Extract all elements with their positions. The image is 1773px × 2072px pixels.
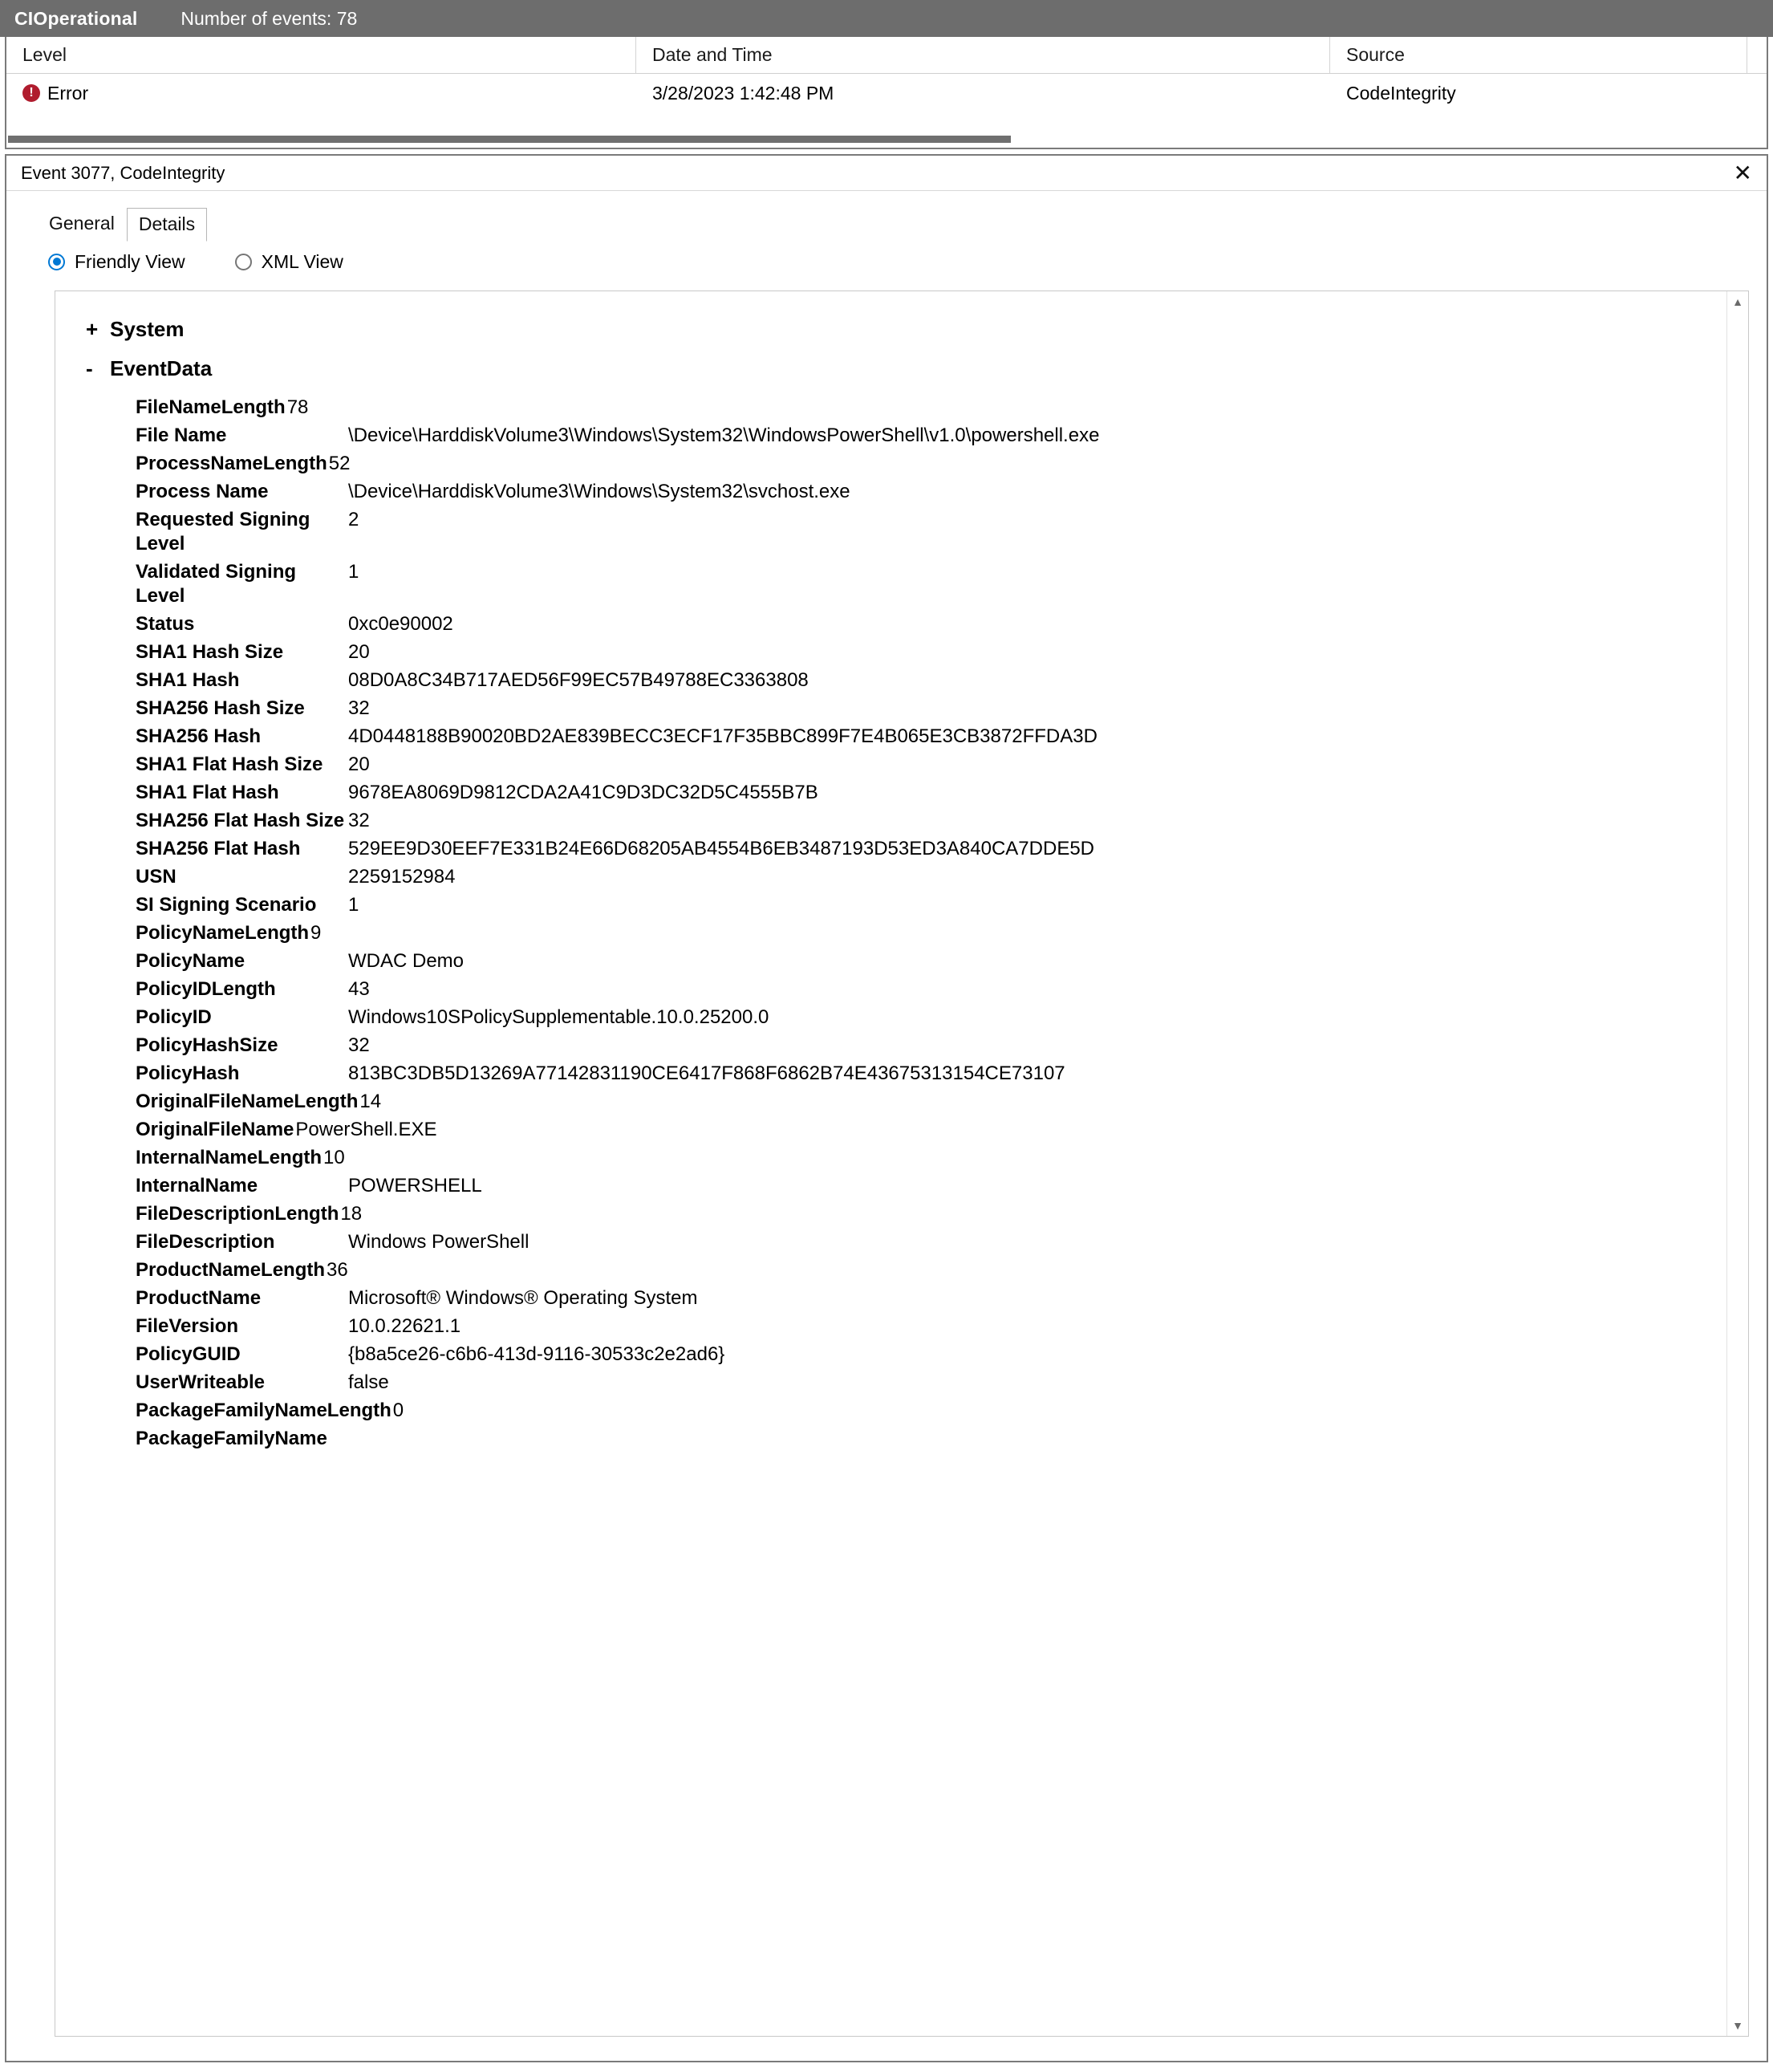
tree-node-system[interactable]	[55, 317, 1748, 342]
event-data-value: PowerShell.EXE	[295, 1119, 437, 1140]
details-tabs	[6, 205, 1767, 241]
event-data-key: FileDescription	[136, 1231, 275, 1253]
event-data-row	[136, 1034, 1748, 1058]
event-data-row	[136, 396, 1748, 420]
event-data-value: 10	[323, 1147, 345, 1168]
event-data-row	[136, 452, 1748, 476]
scroll-down-icon[interactable]: ▼	[1732, 2019, 1743, 2032]
event-data-row	[136, 753, 1748, 777]
event-data-row	[136, 1146, 1748, 1170]
event-data-value: {b8a5ce26-c6b6-413d-9116-30533c2e2ad6}	[348, 1343, 725, 1365]
event-list-header	[6, 37, 1767, 74]
event-data-value: 20	[348, 641, 370, 663]
event-data-key: SHA256 Flat Hash	[136, 838, 301, 859]
event-data-row	[136, 1006, 1748, 1030]
event-data-key: PolicyID	[136, 1006, 212, 1028]
event-data-row	[136, 612, 1748, 636]
cell-date-time: 3/28/2023 1:42:48 PM	[652, 82, 834, 104]
close-icon[interactable]: ✕	[1733, 160, 1752, 185]
event-data-row	[136, 1258, 1748, 1282]
event-data-row	[136, 560, 1748, 608]
event-data-value: 4D0448188B90020BD2AE839BECC3ECF17F35BBC899F7E4B065E3CB3872FFDA3D	[348, 725, 1097, 747]
event-data-value: 32	[348, 1034, 370, 1056]
event-data-key: PolicyName	[136, 950, 245, 972]
radio-unselected-icon	[235, 254, 252, 270]
event-data-key: FileDescriptionLength	[136, 1203, 339, 1225]
expand-plus-icon[interactable]: +	[86, 317, 99, 341]
event-data-key: InternalNameLength	[136, 1147, 323, 1168]
event-data-row	[136, 1371, 1748, 1395]
event-data-key: SI Signing Scenario	[136, 894, 317, 916]
column-header-source[interactable]: Source	[1330, 37, 1747, 73]
event-data-row	[136, 893, 1748, 917]
radio-selected-icon	[48, 254, 65, 270]
vertical-scrollbar[interactable]	[1726, 291, 1748, 2036]
event-data-row	[136, 837, 1748, 861]
details-title-bar	[6, 156, 1767, 191]
column-header-date-and-time[interactable]: Date and Time	[636, 37, 1330, 73]
event-data-row	[136, 1118, 1748, 1142]
event-data-row	[136, 1343, 1748, 1367]
event-count-label: Number of events: 78	[181, 7, 358, 29]
radio-friendly-view[interactable]	[48, 251, 185, 273]
event-data-row	[136, 1230, 1748, 1254]
event-data-key: SHA256 Flat Hash Size	[136, 810, 345, 831]
event-data-key: SHA1 Hash	[136, 669, 240, 691]
event-data-row	[136, 1090, 1748, 1114]
event-data-value: 36	[327, 1259, 348, 1281]
tree-node-eventdata[interactable]	[55, 356, 1748, 381]
event-data-value: 1	[348, 894, 359, 916]
event-data-key: USN	[136, 866, 176, 888]
event-details-content	[55, 290, 1749, 2037]
event-data-value: 32	[348, 810, 370, 831]
event-data-key: SHA1 Hash Size	[136, 641, 284, 663]
radio-xml-view-label: XML View	[261, 250, 343, 272]
event-data-value: 2259152984	[348, 866, 456, 888]
event-data-value: 0xc0e90002	[348, 613, 453, 635]
event-data-value: 08D0A8C34B717AED56F99EC57B49788EC3363808	[348, 669, 809, 691]
event-data-value: false	[348, 1371, 389, 1393]
event-data-value: 10.0.22621.1	[348, 1315, 461, 1337]
collapse-minus-icon[interactable]: -	[86, 356, 93, 380]
event-data-value: \Device\HarddiskVolume3\Windows\System32\WindowsPowerShell\v1.0\powershell.exe	[348, 425, 1100, 446]
scroll-up-icon[interactable]: ▲	[1732, 295, 1743, 308]
event-data-value: 32	[348, 697, 370, 719]
event-data-key: Status	[136, 613, 195, 635]
horizontal-scrollbar[interactable]	[8, 136, 1011, 143]
event-data-key: PolicyHashSize	[136, 1034, 278, 1056]
event-data-key: PackageFamilyNameLength	[136, 1400, 392, 1421]
event-details-pane	[5, 154, 1768, 2062]
event-data-key: ProcessNameLength	[136, 453, 327, 474]
event-data-row	[136, 809, 1748, 833]
error-icon: !	[22, 84, 40, 102]
event-data-value: Microsoft® Windows® Operating System	[348, 1287, 698, 1309]
event-data-key: PolicyIDLength	[136, 978, 276, 1000]
tree-node-system-label: System	[110, 317, 185, 341]
event-data-key: ProductName	[136, 1287, 262, 1309]
event-data-row	[136, 424, 1748, 448]
event-data-value: 9678EA8069D9812CDA2A41C9D3DC32D5C4555B7B	[348, 782, 818, 803]
event-data-value: 14	[359, 1091, 382, 1112]
event-data-value: Windows PowerShell	[348, 1231, 529, 1253]
event-list-pane	[5, 37, 1768, 149]
tab-general[interactable]: General	[49, 213, 115, 234]
event-data-value: 813BC3DB5D13269A77142831190CE6417F868F6862B74E43675313154CE73107	[348, 1062, 1065, 1084]
event-data-row	[136, 1062, 1748, 1086]
event-data-field-list	[55, 396, 1748, 1451]
event-data-value: 9	[310, 922, 322, 944]
event-data-row	[136, 1202, 1748, 1226]
event-data-row	[136, 1314, 1748, 1339]
tree-node-eventdata-label: EventData	[110, 356, 213, 380]
event-data-value: 0	[392, 1400, 404, 1421]
event-data-value: POWERSHELL	[348, 1175, 482, 1196]
event-data-value: 52	[328, 453, 351, 474]
event-data-row	[136, 640, 1748, 664]
event-data-row	[136, 697, 1748, 721]
event-data-value: \Device\HarddiskVolume3\Windows\System32\svchost.exe	[348, 481, 850, 502]
event-data-row	[136, 949, 1748, 973]
event-data-value: 1	[348, 561, 359, 583]
event-data-key: FileVersion	[136, 1315, 239, 1337]
event-data-row	[136, 1174, 1748, 1198]
event-data-key: OriginalFileName	[136, 1119, 294, 1140]
column-header-level[interactable]: Level	[6, 37, 636, 73]
event-details-scroll-region	[55, 291, 1748, 2036]
event-data-value: 43	[348, 978, 370, 1000]
table-row[interactable]	[6, 74, 1767, 112]
event-data-key: InternalName	[136, 1175, 258, 1196]
event-data-row	[136, 1427, 1748, 1451]
cell-level	[6, 83, 636, 104]
event-data-row	[136, 865, 1748, 889]
event-data-row	[136, 977, 1748, 1001]
event-data-row	[136, 781, 1748, 805]
view-mode-radio-group	[6, 241, 1767, 282]
event-data-key: File Name	[136, 425, 227, 446]
event-data-row	[136, 668, 1748, 693]
event-data-value: 78	[286, 396, 309, 418]
event-data-key: SHA256 Hash	[136, 725, 262, 747]
event-data-key: PolicyNameLength	[136, 922, 310, 944]
event-data-value: Windows10SPolicySupplementable.10.0.25200.0	[348, 1006, 769, 1028]
event-data-key: SHA1 Flat Hash Size	[136, 754, 323, 775]
event-data-key: PolicyHash	[136, 1062, 240, 1084]
event-data-value: 18	[340, 1203, 363, 1225]
event-data-key: OriginalFileNameLength	[136, 1091, 359, 1112]
radio-xml-view[interactable]	[235, 251, 343, 273]
radio-friendly-view-label: Friendly View	[75, 250, 185, 272]
event-data-key: FileNameLength	[136, 396, 286, 418]
event-data-key: SHA1 Flat Hash	[136, 782, 279, 803]
event-data-row	[136, 1399, 1748, 1423]
event-data-key: Validated Signing Level	[136, 561, 297, 607]
event-data-value: WDAC Demo	[348, 950, 465, 972]
event-data-key: Process Name	[136, 481, 269, 502]
event-data-row	[136, 1286, 1748, 1310]
event-data-key: ProductNameLength	[136, 1259, 326, 1281]
event-data-row	[136, 921, 1748, 945]
tab-details[interactable]: Details	[127, 208, 207, 242]
event-data-value: 529EE9D30EEF7E331B24E66D68205AB4554B6EB3487193D53ED3A840CA7DDE5D	[348, 838, 1094, 859]
cell-level-text: Error	[47, 82, 89, 104]
event-data-key: PolicyGUID	[136, 1343, 241, 1365]
event-data-value: 2	[348, 509, 359, 530]
details-title-text: Event 3077, CodeIntegrity	[21, 162, 225, 183]
event-data-row	[136, 725, 1748, 749]
event-data-key: UserWriteable	[136, 1371, 265, 1393]
event-data-row	[136, 508, 1748, 556]
log-name-label: CIOperational	[14, 7, 138, 29]
event-data-key: SHA256 Hash Size	[136, 697, 305, 719]
event-data-key: Requested Signing Level	[136, 509, 310, 555]
event-data-row	[136, 480, 1748, 504]
cell-source: CodeIntegrity	[1346, 82, 1456, 104]
event-data-key: PackageFamilyName	[136, 1428, 327, 1449]
event-data-value: 20	[348, 754, 370, 775]
log-header-bar	[0, 0, 1773, 37]
